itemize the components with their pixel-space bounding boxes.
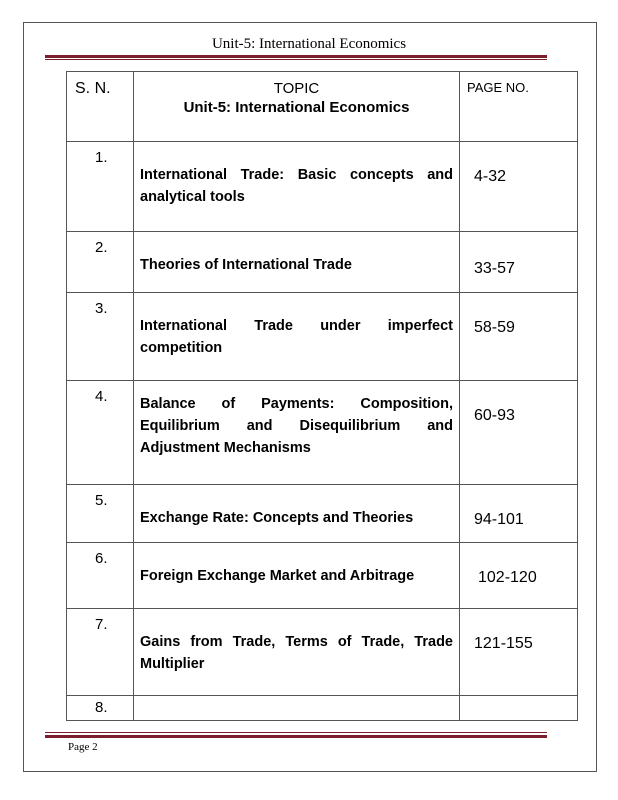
header-rule-thick <box>45 55 547 58</box>
row-topic: International Trade under imperfect competition <box>140 318 453 356</box>
footer-rule-thin <box>45 732 547 733</box>
footer-page-number: Page 2 <box>68 741 98 753</box>
row-topic: Gains from Trade, Terms of Trade, Trade Multiplier <box>140 634 453 672</box>
table-row <box>67 293 578 381</box>
page-column-header: PAGE NO. <box>467 80 529 95</box>
row-page: 94-101 <box>474 511 524 528</box>
header-rule-thin <box>45 59 547 60</box>
row-number: 1. <box>95 149 108 166</box>
row-number: 3. <box>95 300 108 317</box>
table-row <box>67 543 578 609</box>
row-topic: Exchange Rate: Concepts and Theories <box>140 510 414 526</box>
footer-rule-thick <box>45 735 547 738</box>
row-page: 58-59 <box>474 319 515 336</box>
row-topic: Theories of International Trade <box>140 257 352 273</box>
contents-table <box>66 71 578 721</box>
row-number: 5. <box>95 492 108 509</box>
row-number: 7. <box>95 616 108 633</box>
table-row <box>67 232 578 293</box>
row-topic: Balance of Payments: Composition, Equilibrium and Disequilibrium and Adjustment Mechanisms <box>140 396 453 456</box>
row-number: 8. <box>95 699 108 716</box>
row-number: 6. <box>95 550 108 567</box>
table-row <box>67 609 578 696</box>
table-row <box>67 696 578 721</box>
topic-header-label: TOPIC <box>273 80 320 97</box>
table-row <box>67 485 578 543</box>
row-number: 2. <box>95 239 108 256</box>
row-number: 4. <box>95 388 108 405</box>
running-header: Unit-5: International Economics <box>211 36 407 52</box>
topic-header-subtitle: Unit-5: International Economics <box>183 99 410 116</box>
row-page: 60-93 <box>474 407 515 424</box>
row-page: 33-57 <box>474 260 515 277</box>
sn-column-header: S. N. <box>75 80 111 97</box>
row-page: 121-155 <box>474 635 533 652</box>
table-row <box>67 142 578 232</box>
row-topic: International Trade: Basic concepts and analytical tools <box>140 167 453 205</box>
row-page: 102-120 <box>478 569 537 586</box>
topic-column-header <box>134 72 459 116</box>
row-page: 4-32 <box>474 168 507 185</box>
table-header-row <box>67 72 578 142</box>
row-topic: Foreign Exchange Market and Arbitrage <box>140 568 415 584</box>
table-row <box>67 381 578 485</box>
